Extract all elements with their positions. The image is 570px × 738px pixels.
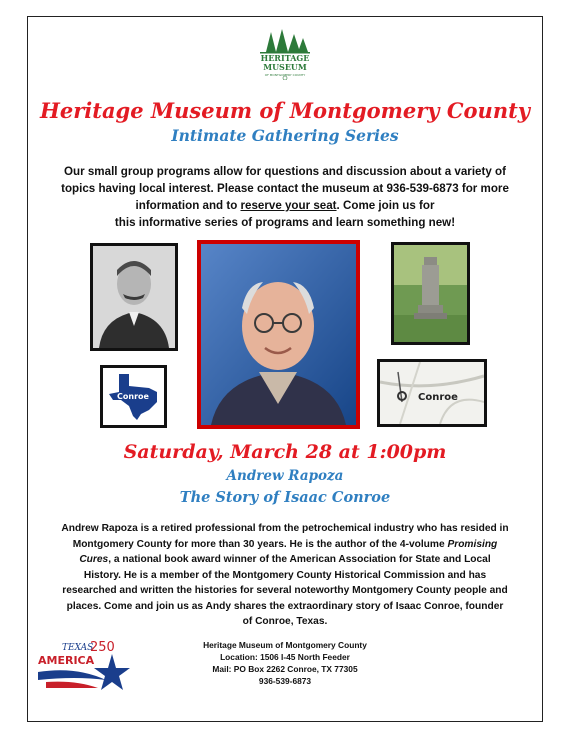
bio-text-2: , a national book award winner of the American Association for State and Local History. He is a member of the Montgomery County Historical Commission and has researched and written the histories for several noteworthy Montgomery County people and places. Come and join us as Andy shares the extraordinary story of Isaac Conroe, founder of Conroe, Texas. — [62, 554, 508, 627]
page-title: Heritage Museum of Montgomery County — [40, 98, 530, 123]
texas-conroe-label: Conroe — [117, 392, 149, 401]
logo-county: OF MONTGOMERY COUNTY — [264, 73, 306, 77]
intro-text-2: . Come join us for — [336, 199, 435, 212]
museum-logo — [254, 28, 316, 80]
texas-250-america-logo — [36, 636, 138, 700]
event-date: Saturday, March 28 at 1:00pm — [123, 441, 447, 463]
texas-map-image — [100, 365, 167, 428]
bio-text-1: Andrew Rapoza is a retired professional from the petrochemical industry who has resided in Montgomery County for more than 30 years. He is the author of the 4-volume — [61, 523, 509, 550]
map-conroe-label: Conroe — [418, 392, 458, 403]
intro-paragraph — [60, 163, 510, 231]
footer-phone: 936-539-6873 — [258, 676, 312, 686]
grave-monument-photo — [391, 242, 470, 345]
speaker-name: Andrew Rapoza — [226, 468, 344, 484]
conroe-road-map — [377, 359, 487, 427]
logo-heritage: HERITAGE — [260, 53, 310, 63]
footer-org-name: Heritage Museum of Montgomery County — [203, 640, 367, 650]
contact-footer — [170, 639, 400, 687]
logo-museum: MUSEUM — [263, 62, 307, 72]
t250-texas: TEXAS — [62, 643, 94, 653]
footer-mail: Mail: PO Box 2262 Conroe, TX 77305 — [212, 664, 358, 674]
speaker-bio — [61, 521, 509, 630]
t250-america: AMERICA — [38, 654, 95, 667]
event-topic: The Story of Isaac Conroe — [179, 489, 391, 506]
footer-location: Location: 1506 I-45 North Feeder — [220, 652, 350, 662]
t250-number: 250 — [90, 640, 115, 655]
intro-text-3: this informative series of programs and learn something new! — [114, 216, 456, 229]
reserve-seat-link[interactable]: reserve your seat — [240, 199, 337, 212]
intro-text-1: Our small group programs allow for questions and discussion about a variety of topics having local interest. Please contact the museum at 936-539-6873 for more information and to — [61, 165, 509, 212]
speaker-photo — [197, 240, 360, 429]
book-title: Promising Cures — [79, 538, 498, 565]
series-subtitle: Intimate Gathering Series — [171, 126, 399, 145]
isaac-conroe-portrait — [90, 243, 178, 351]
